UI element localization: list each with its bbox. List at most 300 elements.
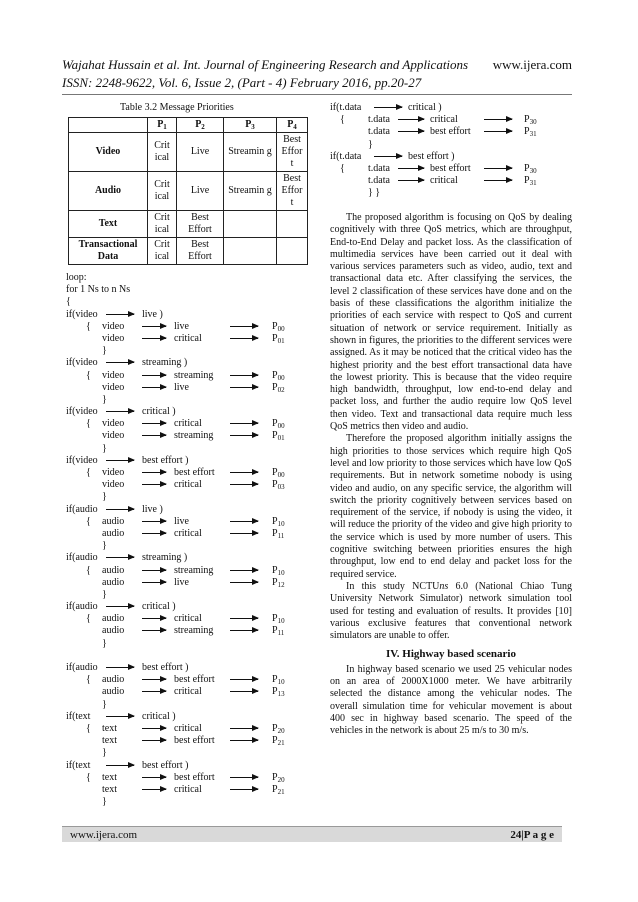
code-value: live: [174, 515, 189, 527]
priority-label: $P_{10}$: [272, 515, 285, 528]
arrow-icon: [230, 582, 258, 583]
code-value: critical: [430, 114, 458, 126]
code-value: critical: [430, 175, 458, 187]
subscript: 10: [277, 617, 285, 626]
arrow-icon: [230, 679, 258, 680]
arrow-icon: [230, 630, 258, 631]
subscript: 00: [277, 422, 285, 431]
code-line: [66, 491, 306, 503]
code-line: [66, 625, 306, 637]
priority-label: $P_{31}$: [524, 175, 537, 188]
arrow-icon: [106, 557, 134, 558]
arrow-icon: [398, 131, 424, 132]
priority-label: $P_{21}$: [272, 783, 285, 796]
subscript: 30: [529, 118, 537, 127]
arrow-icon: [142, 740, 166, 741]
arrow-icon: [142, 533, 166, 534]
code-keyword: text: [102, 771, 117, 783]
code-keyword: if(text: [66, 759, 91, 771]
code-line: [66, 796, 306, 808]
code-line: [66, 589, 306, 601]
page-number: 24|P a g e: [510, 829, 554, 841]
code-line: [330, 187, 580, 199]
code-value: best effort ): [142, 454, 189, 466]
arrow-icon: [142, 375, 166, 376]
code-text: {: [86, 564, 91, 576]
code-line: [66, 723, 306, 735]
code-line: [330, 126, 580, 138]
priority-label: $P_{00}$: [272, 467, 285, 479]
table-cell: Streamin g: [224, 133, 277, 172]
arrow-icon: [142, 789, 166, 790]
priority-label: $P_{20}$: [272, 771, 285, 784]
code-value: critical ): [142, 601, 176, 613]
code-value: live: [174, 576, 189, 588]
code-text: }: [102, 393, 107, 405]
code-keyword: if(video: [66, 454, 98, 466]
code-keyword: video: [102, 369, 125, 381]
code-value: best effort: [174, 771, 215, 783]
code-line: [66, 296, 306, 308]
code-value: best effort: [174, 467, 215, 478]
arrow-icon: [230, 435, 258, 436]
subscript: 20: [277, 775, 285, 784]
arrow-icon: [230, 789, 258, 790]
arrow-icon: [230, 338, 258, 339]
code-text: {: [86, 515, 91, 527]
arrow-icon: [142, 338, 166, 339]
code-line: [66, 321, 306, 333]
subscript: 21: [277, 787, 285, 796]
code-value: critical ): [142, 406, 176, 418]
code-text: }: [102, 345, 107, 357]
code-keyword: audio: [102, 625, 125, 637]
code-keyword: if(audio: [66, 601, 98, 613]
code-text: }: [102, 796, 107, 808]
arrow-icon: [230, 740, 258, 741]
code-keyword: if(audio: [66, 552, 98, 564]
arrow-icon: [142, 326, 166, 327]
code-line: [66, 443, 306, 455]
code-value: streaming: [174, 625, 214, 637]
code-value: streaming: [174, 564, 214, 576]
code-line: [66, 309, 306, 321]
code-text: {: [86, 320, 91, 332]
code-line: [66, 430, 306, 442]
code-line: [330, 163, 580, 175]
arrow-icon: [142, 570, 166, 571]
code-value: best effort: [430, 126, 471, 138]
code-text: }: [368, 138, 373, 150]
header-rule: [62, 94, 572, 95]
arrow-icon: [484, 180, 512, 181]
arrow-icon: [230, 375, 258, 376]
code-line: [330, 114, 580, 126]
code-line: [66, 565, 306, 577]
arrow-icon: [230, 570, 258, 571]
code-line: [66, 504, 306, 516]
code-text: {: [66, 296, 71, 308]
journal-line: Wajahat Hussain et al. Int. Journal of Engineering Research and Applications: [62, 57, 469, 72]
code-line: [330, 139, 580, 151]
code-line: [66, 784, 306, 796]
arrow-icon: [106, 509, 134, 510]
code-text: {: [340, 114, 345, 126]
priority-label: $P_{01}$: [272, 430, 285, 443]
code-line: [66, 577, 306, 589]
code-text: {: [86, 369, 91, 381]
code-text: {: [86, 722, 91, 734]
arrow-icon: [484, 131, 512, 132]
code-keyword: if(t.data: [330, 150, 362, 162]
code-keyword: if(video: [66, 357, 98, 369]
arrow-icon: [142, 387, 166, 388]
priority-label: $P_{20}$: [272, 722, 285, 735]
code-text: }: [102, 442, 107, 454]
code-line: [66, 272, 306, 284]
subscript: 00: [277, 324, 285, 333]
subscript: 00: [277, 373, 285, 382]
arrow-icon: [230, 326, 258, 327]
code-text: loop:: [66, 272, 87, 283]
code-keyword: t.data: [368, 126, 390, 138]
code-keyword: video: [102, 418, 125, 430]
code-line: [66, 418, 306, 430]
code-line: [66, 711, 306, 723]
arrow-icon: [398, 168, 424, 169]
text-run: 6.0 (National Chiao Tung University Network Simulator) network simulation tool used for testing and evaluation of results. It provides [10] various exclusive features that conventional network simulators are unable to offer.: [330, 580, 573, 642]
code-line: [66, 772, 306, 784]
table-cell: Live: [177, 133, 224, 172]
code-value: best effort ): [408, 150, 455, 162]
priority-label: $P_{01}$: [272, 332, 285, 345]
code-line: [66, 760, 306, 772]
code-keyword: video: [102, 320, 125, 332]
paragraph: [330, 581, 572, 642]
code-keyword: audio: [102, 515, 125, 527]
subscript: 3: [251, 123, 255, 131]
paragraph: Therefore the proposed algorithm initially assigns the high priorities to those services which require high QoS level and low priority to those services which have low QoS requirements. But in network sometime nobody is using video and audio, on any specific service, the algorithm will switch the priority cognitively between services based on requirement of the service, if nobody is using the video, it will reduce the priority of the video and give high priority to the service which is used by more number of users. This cognitive switching between priorities ensures the high throughput, low end to end delay and packet loss for the required service.: [330, 433, 572, 580]
code-text: }: [102, 698, 107, 710]
code-keyword: t.data: [368, 162, 390, 174]
body-text: [330, 212, 572, 737]
arrow-icon: [142, 728, 166, 729]
paragraph: In highway based scenario we used 25 vehicular nodes on an area of 2000X1000 meter. We have arbitrarily selected the distance among the vehicular nodes. The overall simulation time for vehicular movement is about 400 sec in highway based scenario. The speed of the vehicles in the network is about 25 m/s to 30 m/s.: [330, 663, 572, 737]
subscript: 03: [277, 483, 285, 492]
arrow-icon: [142, 472, 166, 473]
code-value: critical: [174, 722, 202, 734]
code-keyword: audio: [102, 527, 125, 539]
arrow-icon: [142, 777, 166, 778]
row-label: Transactional Data: [69, 238, 148, 265]
code-text: }: [102, 747, 107, 759]
code-value: critical: [174, 418, 202, 430]
subscript: 20: [277, 726, 285, 735]
priority-label: $P_{00}$: [272, 418, 285, 431]
code-line: [330, 102, 580, 114]
row-label: Video: [69, 133, 148, 172]
table-cell: Streamin g: [224, 172, 277, 211]
code-line: [66, 552, 306, 564]
code-line: [66, 333, 306, 345]
code-text: {: [86, 467, 91, 478]
code-line: [66, 662, 306, 674]
code-text: }: [102, 637, 107, 649]
table-row: [69, 133, 308, 172]
code-text: {: [86, 613, 91, 625]
arrow-icon: [106, 716, 134, 717]
code-keyword: video: [102, 467, 125, 478]
code-line: [66, 455, 306, 467]
priority-label: $P_{10}$: [272, 674, 285, 687]
code-line: [66, 467, 306, 479]
code-keyword: text: [102, 735, 117, 747]
table-caption: Table 3.2 Message Priorities: [120, 102, 234, 113]
code-line: [66, 357, 306, 369]
code-line: [66, 516, 306, 528]
code-keyword: video: [102, 479, 125, 491]
code-text: {: [86, 674, 91, 686]
code-line: [66, 394, 306, 406]
issn-line: ISSN: 2248-9622, Vol. 6, Issue 2, (Part - 4) February 2016, pp.20-27: [62, 75, 422, 90]
code-line: [66, 699, 306, 711]
arrow-icon: [106, 765, 134, 766]
priority-label: $P_{11}$: [272, 527, 285, 540]
code-keyword: if(video: [66, 308, 98, 320]
code-keyword: video: [102, 381, 125, 393]
priority-label: $P_{31}$: [524, 126, 537, 139]
arrow-icon: [230, 533, 258, 534]
code-line: [66, 638, 306, 650]
arrow-icon: [374, 156, 402, 157]
code-value: streaming ): [142, 357, 188, 369]
code-keyword: audio: [102, 686, 125, 698]
priority-label: $P_{02}$: [272, 381, 285, 394]
arrow-icon: [230, 728, 258, 729]
code-value: live: [174, 381, 189, 393]
arrow-icon: [142, 679, 166, 680]
table-cell: Best Effor t: [277, 133, 308, 172]
priority-label: $P_{21}$: [272, 735, 285, 748]
code-text: {: [86, 771, 91, 783]
arrow-icon: [230, 618, 258, 619]
arrow-icon: [230, 472, 258, 473]
arrow-icon: [230, 521, 258, 522]
subscript: 31: [529, 130, 537, 139]
table-cell: Live: [177, 172, 224, 211]
table-header: $P_1$: [148, 118, 177, 133]
arrow-icon: [398, 119, 424, 120]
footer-url[interactable]: www.ijera.com: [70, 829, 138, 841]
code-keyword: t.data: [368, 175, 390, 187]
code-line: [66, 735, 306, 747]
code-value: live ): [142, 308, 163, 320]
priority-label: $P_{13}$: [272, 686, 285, 699]
code-value: critical: [174, 332, 202, 344]
pseudocode-right: [330, 102, 580, 200]
arrow-icon: [106, 362, 134, 363]
code-value: critical: [174, 686, 202, 698]
priority-label: $P_{12}$: [272, 576, 285, 589]
code-text: } }: [368, 187, 381, 199]
code-line: [66, 650, 306, 662]
row-label: Audio: [69, 172, 148, 211]
subscript: 02: [277, 385, 285, 394]
arrow-icon: [398, 180, 424, 181]
code-line: [66, 479, 306, 491]
priority-label: $P_{11}$: [272, 625, 285, 638]
code-value: live: [174, 320, 189, 332]
code-value: critical: [174, 527, 202, 539]
subscript: 10: [277, 568, 285, 577]
code-value: best effort ): [142, 662, 189, 673]
code-line: [330, 151, 580, 163]
subscript: 01: [277, 336, 285, 345]
priority-label: $P_{00}$: [272, 369, 285, 382]
code-keyword: text: [102, 783, 117, 795]
arrow-icon: [106, 411, 134, 412]
paragraph: The proposed algorithm is focusing on QoS by dealing cognitively with three QoS metrics, which are throughput, End-to-End Delay and packet loss. As the classification of multimedia services have been carried out it deal with various services parameters such as video, audio, text and transactional data etc. After classifying the services, the level 2 classification of these services have done and on the basis of these classifications the algorithm initialize the priorities of each service with respect to QoS and current situation of network or service requirement. Initially as shown in figures, the priorities to the different services were assigned. As it may be noticed that the critical video has the highest priority and the best effort transactional data have the lowest priority. This is because that the video require high bandwidth, throughput, low end-to-end delay and packet loss, and further the audio require low QoS level then video. Text and transactional data require much less QoS metrics then video and audio.: [330, 212, 572, 433]
code-line: [66, 540, 306, 552]
subscript: 11: [277, 531, 285, 540]
code-keyword: if(t.data: [330, 102, 362, 113]
table-header-row: [69, 118, 308, 133]
arrow-icon: [484, 168, 512, 169]
arrow-icon: [142, 618, 166, 619]
table-header: $P_4$: [277, 118, 308, 133]
code-keyword: audio: [102, 576, 125, 588]
code-text: }: [102, 588, 107, 600]
code-line: [66, 528, 306, 540]
subscript: 10: [277, 519, 285, 528]
code-keyword: if(audio: [66, 662, 98, 673]
arrow-icon: [230, 387, 258, 388]
subscript: 1: [163, 123, 167, 131]
table-cell: [224, 211, 277, 238]
subscript: 2: [201, 123, 205, 131]
code-value: critical: [174, 479, 202, 491]
text-run: ns: [439, 580, 449, 592]
table-cell: [224, 238, 277, 265]
code-keyword: audio: [102, 613, 125, 625]
arrow-icon: [142, 691, 166, 692]
arrow-icon: [484, 119, 512, 120]
code-value: critical ): [142, 710, 176, 722]
table-cell: [277, 238, 308, 265]
code-value: best effort: [174, 674, 215, 686]
table-cell: Crit ical: [148, 172, 177, 211]
priority-label: $P_{30}$: [524, 114, 537, 127]
subscript: 01: [277, 434, 285, 443]
code-value: critical ): [408, 102, 442, 113]
arrow-icon: [230, 423, 258, 424]
subscript: 00: [277, 471, 285, 479]
code-line: [66, 382, 306, 394]
code-text: {: [340, 162, 345, 174]
subscript: 21: [277, 739, 285, 748]
arrow-icon: [142, 521, 166, 522]
code-keyword: video: [102, 430, 125, 442]
page-footer: [62, 826, 562, 842]
code-text: }: [102, 540, 107, 552]
code-value: critical: [174, 783, 202, 795]
arrow-icon: [142, 423, 166, 424]
table-cell: Crit ical: [148, 238, 177, 265]
arrow-icon: [230, 777, 258, 778]
arrow-icon: [106, 314, 134, 315]
table-row: [69, 172, 308, 211]
code-line: [66, 613, 306, 625]
subscript: 10: [277, 678, 285, 687]
priority-label: $P_{10}$: [272, 613, 285, 626]
arrow-icon: [142, 582, 166, 583]
priority-label: $P_{10}$: [272, 564, 285, 577]
page-header: [62, 56, 572, 92]
subscript: 13: [277, 690, 285, 699]
arrow-icon: [106, 606, 134, 607]
table-row: [69, 238, 308, 265]
code-line: [66, 674, 306, 686]
code-line: [66, 345, 306, 357]
code-keyword: if(text: [66, 710, 91, 722]
table-cell: [277, 211, 308, 238]
arrow-icon: [230, 691, 258, 692]
code-line: [66, 747, 306, 759]
code-keyword: audio: [102, 564, 125, 576]
priority-label: $P_{03}$: [272, 479, 285, 492]
section-heading: IV. Highway based scenario: [386, 648, 516, 661]
code-value: live ): [142, 503, 163, 515]
arrow-icon: [142, 630, 166, 631]
table-corner: [69, 118, 148, 133]
code-value: streaming: [174, 430, 214, 442]
code-text: {: [86, 418, 91, 430]
table-cell: Best Effort: [177, 238, 224, 265]
message-priorities-table: [68, 117, 308, 265]
code-text: }: [102, 491, 107, 503]
arrow-icon: [142, 435, 166, 436]
pseudocode-left: [66, 272, 306, 808]
arrow-icon: [106, 460, 134, 461]
priority-label: $P_{30}$: [524, 162, 537, 175]
table-cell: Crit ical: [148, 211, 177, 238]
code-keyword: audio: [102, 674, 125, 686]
subscript: 11: [277, 629, 285, 638]
code-value: streaming: [174, 369, 214, 381]
table-cell: Best Effort: [177, 211, 224, 238]
table-row: [69, 211, 308, 238]
code-line: [66, 284, 306, 296]
code-keyword: t.data: [368, 114, 390, 126]
code-line: [66, 406, 306, 418]
code-keyword: text: [102, 722, 117, 734]
table-cell: Best Effor t: [277, 172, 308, 211]
code-line: [66, 370, 306, 382]
arrow-icon: [374, 107, 402, 108]
arrow-icon: [230, 484, 258, 485]
text-run: In this study NCTU: [346, 580, 440, 592]
code-line: [330, 175, 580, 187]
code-value: best effort: [430, 162, 471, 174]
code-keyword: if(video: [66, 406, 98, 418]
code-value: best effort: [174, 735, 215, 747]
subscript: 12: [277, 580, 285, 589]
code-value: critical: [174, 613, 202, 625]
code-keyword: if(audio: [66, 503, 98, 515]
arrow-icon: [142, 484, 166, 485]
journal-url[interactable]: www.ijera.com: [492, 57, 572, 72]
code-text: for 1 Ns to n Ns: [66, 284, 131, 296]
